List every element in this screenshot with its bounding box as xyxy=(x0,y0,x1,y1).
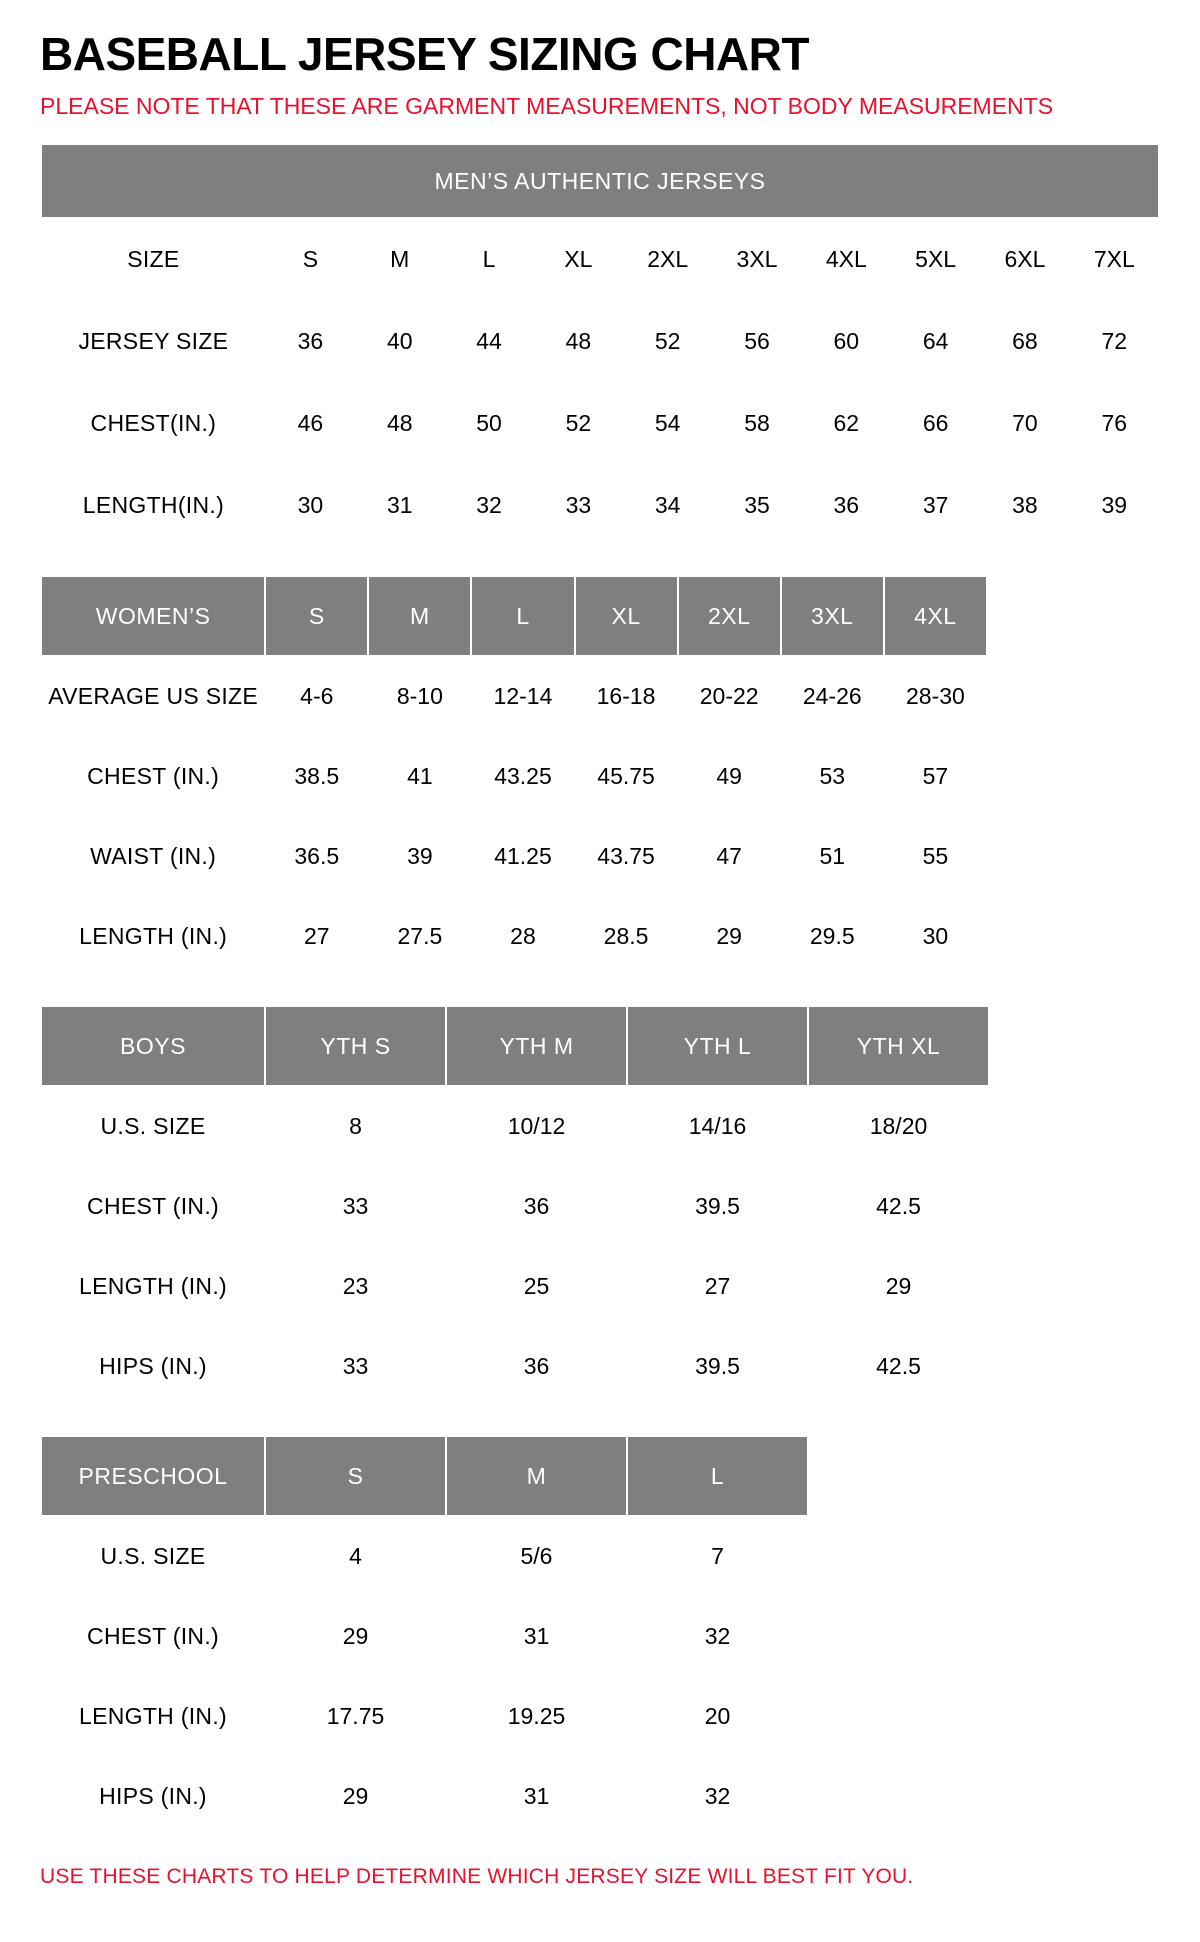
column-header: WOMEN’S xyxy=(41,576,265,656)
row-label: LENGTH (IN.) xyxy=(41,1246,265,1326)
cell: 48 xyxy=(355,382,444,464)
cell: 36 xyxy=(446,1326,627,1406)
column-header: YTH S xyxy=(265,1006,446,1086)
cell: 27 xyxy=(627,1246,808,1326)
column-header: SIZE xyxy=(41,218,266,300)
column-header: 2XL xyxy=(623,218,712,300)
page-title: BASEBALL JERSEY SIZING CHART xyxy=(40,28,809,80)
column-header: 4XL xyxy=(884,576,987,656)
cell: 29 xyxy=(265,1756,446,1836)
cell: 72 xyxy=(1070,300,1159,382)
cell: 7 xyxy=(627,1516,808,1596)
cell: 18/20 xyxy=(808,1086,989,1166)
table-row xyxy=(41,1246,989,1326)
cell: 23 xyxy=(265,1246,446,1326)
cell: 8-10 xyxy=(368,656,471,736)
cell: 48 xyxy=(534,300,623,382)
cell: 25 xyxy=(446,1246,627,1326)
column-header: 4XL xyxy=(802,218,891,300)
column-header: M xyxy=(355,218,444,300)
cell: 19.25 xyxy=(446,1676,627,1756)
table-row xyxy=(41,1436,808,1516)
cell: 29 xyxy=(265,1596,446,1676)
cell: 10/12 xyxy=(446,1086,627,1166)
cell: 53 xyxy=(781,736,884,816)
table-row xyxy=(41,1326,989,1406)
table-row xyxy=(41,1166,989,1246)
cell: 70 xyxy=(980,382,1069,464)
column-header: PRESCHOOL xyxy=(41,1436,265,1516)
column-header: S xyxy=(265,1436,446,1516)
row-label: AVERAGE US SIZE xyxy=(41,656,265,736)
cell: 58 xyxy=(712,382,801,464)
cell: 37 xyxy=(891,464,980,546)
row-label: U.S. SIZE xyxy=(41,1516,265,1596)
column-header: XL xyxy=(534,218,623,300)
row-label: LENGTH(IN.) xyxy=(41,464,266,546)
cell: 52 xyxy=(623,300,712,382)
column-header: 2XL xyxy=(678,576,781,656)
cell: 28.5 xyxy=(575,896,678,976)
row-label: WAIST (IN.) xyxy=(41,816,265,896)
cell: 39.5 xyxy=(627,1326,808,1406)
cell: 43.25 xyxy=(471,736,574,816)
table-row xyxy=(41,144,1159,218)
column-header: 3XL xyxy=(712,218,801,300)
cell: 39.5 xyxy=(627,1166,808,1246)
row-label: CHEST (IN.) xyxy=(41,1596,265,1676)
cell: 31 xyxy=(446,1756,627,1836)
cell: 62 xyxy=(802,382,891,464)
cell: 38 xyxy=(980,464,1069,546)
cell: 29 xyxy=(678,896,781,976)
cell: 5/6 xyxy=(446,1516,627,1596)
cell: 36.5 xyxy=(265,816,368,896)
column-header: YTH L xyxy=(627,1006,808,1086)
cell: 8 xyxy=(265,1086,446,1166)
table-row xyxy=(41,1596,808,1676)
cell: 51 xyxy=(781,816,884,896)
cell: 66 xyxy=(891,382,980,464)
table-row xyxy=(41,218,1159,300)
table-row xyxy=(41,1756,808,1836)
cell: 52 xyxy=(534,382,623,464)
mens-sizing-table xyxy=(40,143,1160,547)
table-row xyxy=(41,1516,808,1596)
cell: 49 xyxy=(678,736,781,816)
cell: 31 xyxy=(446,1596,627,1676)
cell: 38.5 xyxy=(265,736,368,816)
cell: 28-30 xyxy=(884,656,987,736)
column-header: BOYS xyxy=(41,1006,265,1086)
boys-sizing-table xyxy=(40,1005,990,1407)
cell: 41 xyxy=(368,736,471,816)
cell: 24-26 xyxy=(781,656,884,736)
column-header: 3XL xyxy=(781,576,884,656)
cell: 64 xyxy=(891,300,980,382)
cell: 46 xyxy=(266,382,355,464)
womens-sizing-table xyxy=(40,575,988,977)
table-row xyxy=(41,300,1159,382)
cell: 29.5 xyxy=(781,896,884,976)
column-header: 6XL xyxy=(980,218,1069,300)
cell: 45.75 xyxy=(575,736,678,816)
cell: 36 xyxy=(802,464,891,546)
row-label: CHEST (IN.) xyxy=(41,736,265,816)
row-label: JERSEY SIZE xyxy=(41,300,266,382)
measurement-note: PLEASE NOTE THAT THESE ARE GARMENT MEASUREMENTS, NOT BODY MEASUREMENTS xyxy=(40,93,1054,120)
row-label: LENGTH (IN.) xyxy=(41,1676,265,1756)
cell: 28 xyxy=(471,896,574,976)
cell: 39 xyxy=(368,816,471,896)
row-label: LENGTH (IN.) xyxy=(41,896,265,976)
column-header: YTH XL xyxy=(808,1006,989,1086)
column-header: YTH M xyxy=(446,1006,627,1086)
cell: 32 xyxy=(444,464,533,546)
cell: 54 xyxy=(623,382,712,464)
cell: 33 xyxy=(265,1166,446,1246)
cell: 12-14 xyxy=(471,656,574,736)
column-header: 7XL xyxy=(1070,218,1159,300)
cell: 35 xyxy=(712,464,801,546)
cell: 44 xyxy=(444,300,533,382)
cell: 32 xyxy=(627,1596,808,1676)
column-header: L xyxy=(471,576,574,656)
cell: 50 xyxy=(444,382,533,464)
column-header: XL xyxy=(575,576,678,656)
cell: 14/16 xyxy=(627,1086,808,1166)
preschool-sizing-table xyxy=(40,1435,809,1837)
cell: 27 xyxy=(265,896,368,976)
cell: 32 xyxy=(627,1756,808,1836)
cell: 34 xyxy=(623,464,712,546)
table-row xyxy=(41,1086,989,1166)
cell: 57 xyxy=(884,736,987,816)
column-header: L xyxy=(444,218,533,300)
cell: 41.25 xyxy=(471,816,574,896)
cell: 33 xyxy=(534,464,623,546)
footer-note: USE THESE CHARTS TO HELP DETERMINE WHICH JERSEY SIZE WILL BEST FIT YOU. xyxy=(40,1865,914,1889)
cell: 76 xyxy=(1070,382,1159,464)
cell: 16-18 xyxy=(575,656,678,736)
cell: 30 xyxy=(884,896,987,976)
row-label: CHEST(IN.) xyxy=(41,382,266,464)
row-label: HIPS (IN.) xyxy=(41,1326,265,1406)
cell: 68 xyxy=(980,300,1069,382)
cell: 60 xyxy=(802,300,891,382)
cell: 40 xyxy=(355,300,444,382)
column-header: L xyxy=(627,1436,808,1516)
cell: 36 xyxy=(266,300,355,382)
mens-table-caption: MEN’S AUTHENTIC JERSEYS xyxy=(41,144,1159,218)
column-header: 5XL xyxy=(891,218,980,300)
cell: 55 xyxy=(884,816,987,896)
cell: 42.5 xyxy=(808,1326,989,1406)
column-header: S xyxy=(266,218,355,300)
table-row xyxy=(41,656,987,736)
cell: 20 xyxy=(627,1676,808,1756)
column-header: M xyxy=(368,576,471,656)
cell: 27.5 xyxy=(368,896,471,976)
table-row xyxy=(41,1006,989,1086)
cell: 56 xyxy=(712,300,801,382)
cell: 47 xyxy=(678,816,781,896)
cell: 29 xyxy=(808,1246,989,1326)
row-label: U.S. SIZE xyxy=(41,1086,265,1166)
cell: 39 xyxy=(1070,464,1159,546)
cell: 36 xyxy=(446,1166,627,1246)
cell: 17.75 xyxy=(265,1676,446,1756)
cell: 42.5 xyxy=(808,1166,989,1246)
cell: 4 xyxy=(265,1516,446,1596)
table-row xyxy=(41,576,987,656)
column-header: S xyxy=(265,576,368,656)
column-header: M xyxy=(446,1436,627,1516)
cell: 31 xyxy=(355,464,444,546)
table-row xyxy=(41,736,987,816)
cell: 20-22 xyxy=(678,656,781,736)
cell: 43.75 xyxy=(575,816,678,896)
row-label: HIPS (IN.) xyxy=(41,1756,265,1836)
table-row xyxy=(41,816,987,896)
row-label: CHEST (IN.) xyxy=(41,1166,265,1246)
table-row xyxy=(41,382,1159,464)
cell: 33 xyxy=(265,1326,446,1406)
table-row xyxy=(41,1676,808,1756)
table-row xyxy=(41,896,987,976)
cell: 4-6 xyxy=(265,656,368,736)
table-row xyxy=(41,464,1159,546)
cell: 30 xyxy=(266,464,355,546)
